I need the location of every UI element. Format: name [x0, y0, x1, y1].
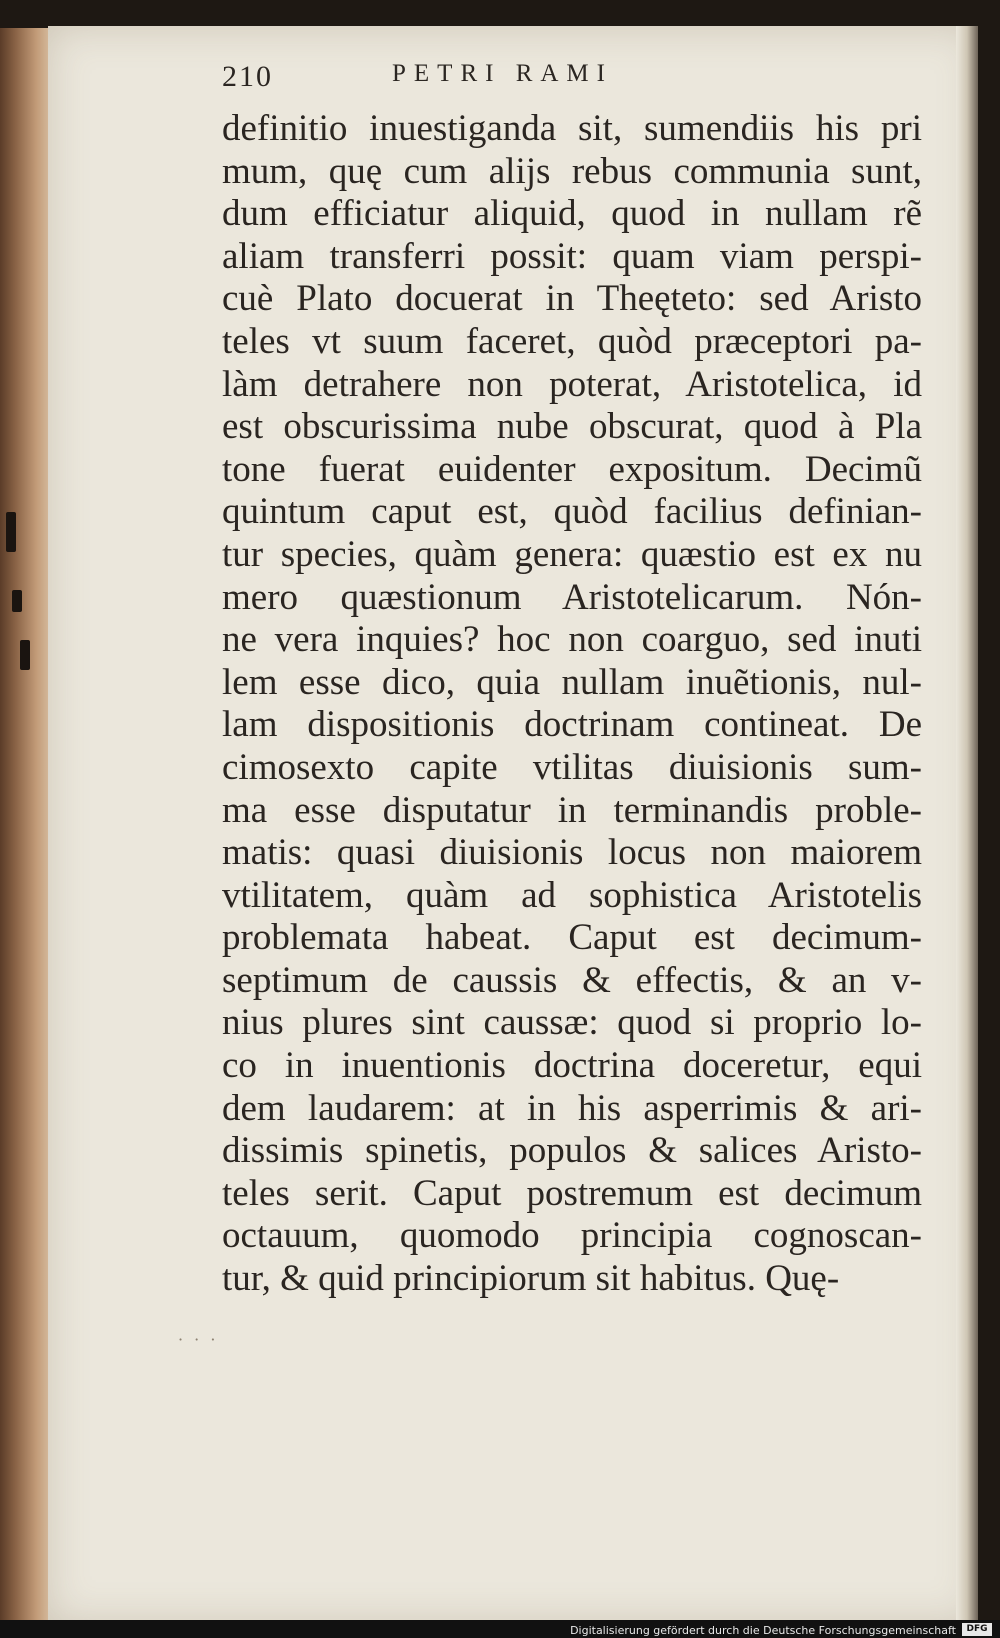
- book-fore-edge: [0, 28, 52, 1623]
- text-line: lem esse dico, quia nullam inuẽtionis, nul-: [222, 661, 922, 703]
- running-title: PETRI RAMI: [392, 60, 613, 87]
- text-line: problemata habeat. Caput est decimum-: [222, 917, 922, 959]
- page-gutter-shadow: [956, 26, 978, 1624]
- text-line: làm detrahere non poterat, Aristotelica, id: [222, 363, 922, 405]
- text-line: dissimis spinetis, populos & salices Aristo-: [222, 1130, 922, 1172]
- text-line: cuè Plato docuerat in Theęteto: sed Aristo: [222, 278, 922, 320]
- text-line: septimum de caussis & effectis, & an v-: [222, 959, 922, 1001]
- text-line: teles vt suum faceret, quòd præceptori pa-: [222, 320, 922, 362]
- text-line: ma esse disputatur in terminandis proble-: [222, 789, 922, 831]
- text-line: co in inuentionis doctrina doceretur, equi: [222, 1045, 922, 1087]
- body-text: [222, 108, 922, 1301]
- text-line: lam dispositionis doctrinam contineat. De: [222, 704, 922, 746]
- text-line: dum efficiatur aliquid, quod in nullam rẽ: [222, 193, 922, 235]
- text-line: nius plures sint caussæ: quod si proprio lo-: [222, 1002, 922, 1044]
- text-line: matis: quasi diuisionis locus non maiorem: [222, 832, 922, 874]
- text-line: tur species, quàm genera: quæstio est ex nu: [222, 533, 922, 575]
- dfg-logo: DFG: [962, 1623, 992, 1636]
- footer-credit: Digitalisierung gefördert durch die Deutsche Forschungsgemeinschaft: [570, 1624, 956, 1637]
- text-line: tone fuerat euidenter expositum. Decimũ: [222, 448, 922, 490]
- binding-clasp-mid: [12, 590, 22, 612]
- text-line: ne vera inquies? hoc non coarguo, sed inuti: [222, 619, 922, 661]
- text-line: definitio inuestiganda sit, sumendiis his pri: [222, 108, 922, 149]
- text-line: tur, & quid principiorum sit habitus. Quę-: [222, 1258, 840, 1300]
- digitization-footer: [0, 1620, 1000, 1638]
- text-line: teles serit. Caput postremum est decimum: [222, 1172, 922, 1214]
- text-line: octauum, quomodo principia cognoscan-: [222, 1215, 922, 1257]
- text-line: aliam transferri possit: quam viam perspi-: [222, 235, 922, 277]
- page-number: 210: [222, 60, 273, 93]
- text-line: cimosexto capite vtilitas diuisionis sum-: [222, 746, 922, 788]
- text-line: mum, quę cum alijs rebus communia sunt,: [222, 150, 922, 192]
- running-head: [222, 60, 702, 96]
- binding-clasp-top: [6, 512, 16, 552]
- text-line: est obscurissima nube obscurat, quod à Pla: [222, 406, 922, 448]
- text-line: quintum caput est, quòd facilius definian-: [222, 491, 922, 533]
- text-line: vtilitatem, quàm ad sophistica Aristotelis: [222, 874, 922, 916]
- text-line: mero quæstionum Aristotelicarum. Nón-: [222, 576, 922, 618]
- paper-stain-mark: · · ·: [178, 1330, 219, 1349]
- text-line: dem laudarem: at in his asperrimis & ari-: [222, 1087, 922, 1129]
- binding-clasp-low: [20, 640, 30, 670]
